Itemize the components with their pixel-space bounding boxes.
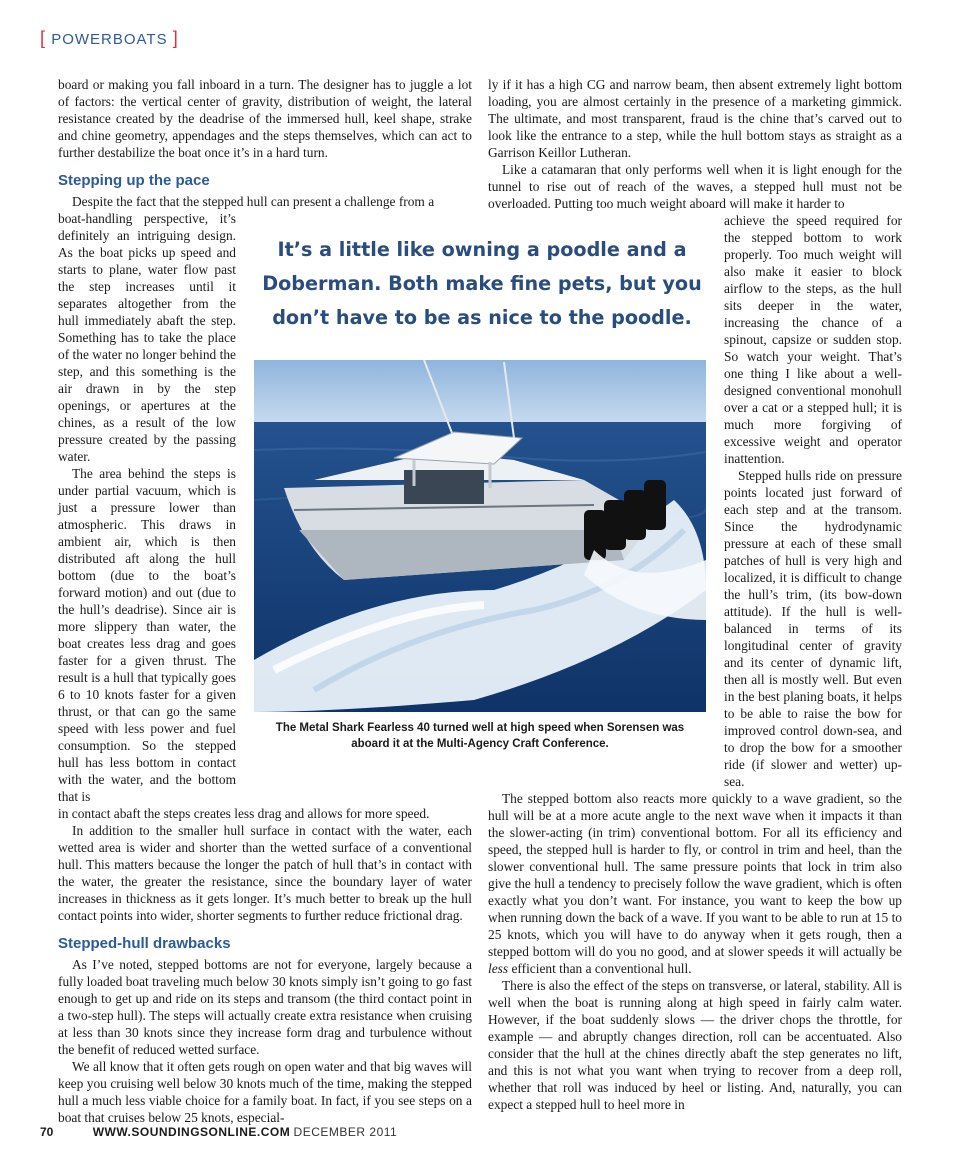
issue-date: DECEMBER 2011 — [293, 1125, 398, 1139]
paragraph: As I’ve noted, stepped bottoms are not for everyone, largely because a fully loaded boat traveling much below 30 knots simply isn’t going to go fast enough to get up and ride on its steps and transom (the third contact point in a two-step hull). The steps will actually create extra resistance when cruising at less than 30 knots since they increase form drag and turbulence without the benefit of reduced wetted surface. — [58, 957, 472, 1057]
boat-photo-art — [254, 360, 706, 712]
wrap-left-block — [58, 210, 236, 805]
paragraph: board or making you fall inboard in a turn. The designer has to juggle a lot of factors: the vertical center of gravity, distribution of weight, the lateral resistance created by the deadrise of the immersed hull, keel shape, strake and chine geometry, appendages and the steps themselves, which can act to further destabilize the boat once it’s in a hard turn. — [58, 77, 472, 160]
wrap-right-block — [724, 212, 902, 790]
bracket-close: ] — [172, 28, 179, 48]
pull-quote-line: Doberman. Both make fine pets, but you — [262, 272, 702, 295]
caption-line: The Metal Shark Fearless 40 turned well at high speed when Sorensen was — [275, 722, 685, 734]
emphasis: less — [488, 961, 509, 976]
pull-quote-line: It’s a little like owning a poodle and a — [277, 238, 687, 261]
paragraph: in contact abaft the steps creates less drag and allows for more speed. — [58, 806, 430, 821]
website-link[interactable]: WWW.SOUNDINGSONLINE.COM — [92, 1125, 291, 1139]
paragraph: achieve the speed required for the stepped bottom to work properly. Too much weight will also make it easier to block airflow to the steps, as the hull sits deeper in the water, increasing the chance of a spinout, capsize or sudden stop. So watch your weight. That’s one thing I like about a well-designed conventional monohull over a cat or a stepped hull; it is much more forgiving of excessive weight and operator inattention. — [724, 213, 902, 466]
paragraph: There is also the effect of the steps on transverse, or lateral, stability. All is well when the boat is running along at high speed in fairly calm water. However, if the boat suddenly slows — the driver chops the throttle, for example — and abruptly changes direction, roll can be accentuated. Also consider that the hull at the chines directly abaft the step generates no lift, and this is not what you want when trying to recover from a deep roll, whether that roll was induced by heel or listing. And, naturally, you can expect a stepped hull to heel more in — [488, 978, 902, 1112]
text-run: efficient than a conventional hull. — [511, 961, 692, 976]
subhead-stepping-up: Stepping up the pace — [58, 172, 210, 189]
paragraph: boat-handling perspective, it’s definitely an intriguing design. As the boat picks up speed and starts to plane, water flow past the step increases until it separates altogether from the hull immediately abaft the step. Something has to take the place of the water no longer behind the step, and this something is the air drawn in by the step openings, or apertures at the chines, as a result of the low pressure created by the passing water. — [58, 211, 236, 464]
caption-line: aboard it at the Multi-Agency Craft Conference. — [351, 738, 609, 750]
section-tag — [40, 28, 179, 49]
photo-caption — [258, 720, 702, 752]
paragraph: ly if it has a high CG and narrow beam, then absent extremely light bottom loading, you are almost certainly in the presence of a marketing gimmick. The ultimate, and most transparent, fraud is the chine that’s carved out to look like the entrance to a step, while the hull bottom stays as straight as a Garrison Keillor Lutheran. — [488, 77, 902, 160]
subhead-drawbacks: Stepped-hull drawbacks — [58, 935, 231, 952]
boat-photo — [254, 360, 706, 712]
paragraph: Despite the fact that the stepped hull can present a challenge from a — [72, 194, 435, 209]
paragraph: The area behind the steps is under partial vacuum, which is just a pressure lower than atmospheric. This draws in ambient air, which is then distributed aft along the hull bottom (due to the boat’s forward motion) and out (due to the hull’s deadrise). Since air is more slippery than water, the boat creates less drag and goes faster for a given thrust. The result is a hull that typically goes 6 to 10 knots faster for a given thrust, or that can go the same speed with less power and fuel consumption. So the stepped hull has less bottom in contact with the water, and the bottom that is — [58, 466, 236, 804]
paragraph — [488, 790, 902, 977]
pull-quote-line: don’t have to be as nice to the poodle. — [272, 306, 692, 329]
pull-quote — [262, 233, 702, 335]
paragraph: Like a catamaran that only performs well when it is light enough for the tunnel to rise out of reach of the waves, a stepped hull must not be overloaded. Putting too much weight aboard will make it harder to — [488, 162, 902, 211]
paragraph: In addition to the smaller hull surface in contact with the water, each wetted area is wider and shorter than the wetted surface of a conventional hull. This matters because the longer the patch of hull that’s in contact with the water, the greater the resistance, since the boundary layer of water increases in thickness as it gets longer. It’s much better to break up the hull contact points into wider, shorter segments to further reduce frictional drag. — [58, 823, 472, 923]
text-run: The stepped bottom also reacts more quickly to a wave gradient, so the hull will be at a more acute angle to the next wave when it impacts it than the slower-acting (in trim) conventional bottom. For all its efficiency and speed, the stepped hull is harder to fly, or control in trim and heel, than the slower conventional hull. The same pressure points that lock in trim also give the hull a tendency to precisely follow the wave gradient, which is often exactly what you don’t want. For instance, you want to keep the bow up when running down the back of a wave. If you want to be able to run at 15 to 25 knots, which you will have to do anyway when it gets rough, then a stepped bottom will do you no good, and at slower speeds it will actually be — [488, 791, 902, 959]
section-name: POWERBOATS — [51, 31, 168, 48]
paragraph: Stepped hulls ride on pressure points located just forward of each step and at the transom. Since the hydrodynamic pressure at each of these small patches of hull is very high and localized, it is difficult to change the hull’s trim, (its bow-down attitude). If the hull is well-balanced in terms of its longitudinal center of gravity and its center of dynamic lift, then all is mostly well. But even in the best planing boats, it helps to be able to raise the bow for improved control down-sea, and to drop the bow for a smoother ride (if slower and wetter) up-sea. — [724, 468, 902, 789]
paragraph: We all know that it often gets rough on open water and that big waves will keep you cruising well below 30 knots much of the time, making the stepped hull a much less viable choice for a family boat. In fact, if you see steps on a boat that cruises below 25 knots, especial- — [58, 1059, 472, 1125]
bracket-open: [ — [40, 28, 47, 48]
page-number: 70 — [40, 1125, 54, 1139]
page-footer — [40, 1125, 397, 1139]
